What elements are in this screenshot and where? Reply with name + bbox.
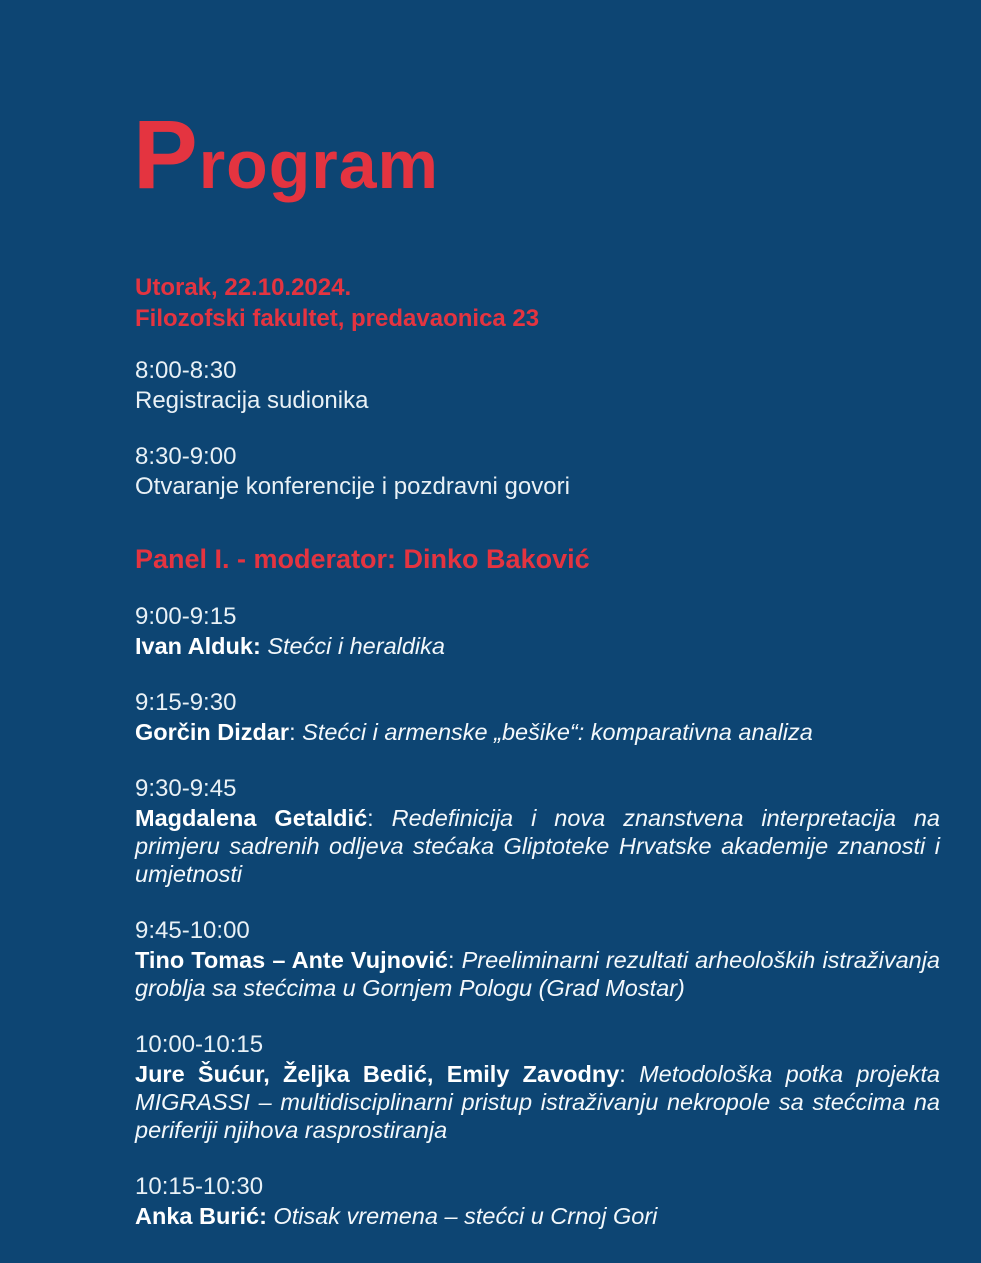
talk-row xyxy=(135,602,940,660)
talk-separator: : xyxy=(447,947,455,973)
talk-separator: : xyxy=(619,1061,626,1087)
talk-title: Otisak vremena – stećci u Crnoj Gori xyxy=(273,1203,658,1229)
session-time: 8:30-9:00 xyxy=(135,443,237,470)
talk-row xyxy=(135,916,940,1002)
page-title-rest: rogram xyxy=(198,127,439,203)
general-sessions-list xyxy=(135,356,940,528)
talk-title: Stećci i armenske „bešike“: komparativna analiza xyxy=(302,719,813,745)
talk-speakers: Anka Burić: xyxy=(135,1203,267,1229)
talk-row xyxy=(135,1172,940,1230)
page-title xyxy=(133,100,439,209)
talk-separator: : xyxy=(289,719,296,745)
talk-row xyxy=(135,774,940,888)
talks-list xyxy=(135,602,940,1258)
talk-speakers: Tino Tomas – Ante Vujnović xyxy=(135,947,448,973)
talk-time: 9:45-10:00 xyxy=(135,917,250,944)
talk-title: Stećci i heraldika xyxy=(267,633,445,659)
talk-speakers: Jure Šućur, Željka Bedić, Emily Zavodny xyxy=(135,1061,620,1087)
talk-entry xyxy=(135,946,940,1002)
talk-entry xyxy=(135,804,940,888)
talk-title: Preeliminarni rezultati arheoloških istraživanja groblja sa stećcima u Gornjem Pologu (Grad Mostar) xyxy=(135,947,940,1001)
talk-title: Metodološka potka projekta MIGRASSI – multidisciplinarni pristup istraživanju nekropole sa stećcima na periferiji njihova rasprostiranja xyxy=(135,1061,940,1143)
talk-entry xyxy=(135,1202,940,1230)
talk-time: 10:00-10:15 xyxy=(135,1031,264,1058)
talk-separator: : xyxy=(367,805,374,831)
event-date: Utorak, 22.10.2024. xyxy=(135,274,352,301)
talk-title: Redefinicija i nova znanstvena interpretacija na primjeru sadrenih odljeva stećaka Gliptoteke Hrvatske akademije znanosti i umjetnosti xyxy=(135,805,940,887)
talk-entry xyxy=(135,632,940,660)
talk-speakers: Ivan Alduk: xyxy=(135,633,261,659)
page-title-initial: P xyxy=(133,100,199,209)
event-date-venue xyxy=(135,272,539,334)
talk-speakers: Magdalena Getaldić xyxy=(135,805,368,831)
talk-row xyxy=(135,1030,940,1144)
session-time: 8:00-8:30 xyxy=(135,357,237,384)
session-title: Otvaranje konferencije i pozdravni govori xyxy=(135,473,570,500)
talk-entry xyxy=(135,718,940,746)
session-title: Registracija sudionika xyxy=(135,387,369,414)
talk-time: 9:30-9:45 xyxy=(135,775,237,802)
talk-speakers: Gorčin Dizdar xyxy=(135,719,290,745)
talk-time: 10:15-10:30 xyxy=(135,1173,264,1200)
talk-time: 9:15-9:30 xyxy=(135,689,237,716)
event-venue: Filozofski fakultet, predavaonica 23 xyxy=(135,305,540,332)
talk-entry xyxy=(135,1060,940,1144)
panel-heading: Panel I. - moderator: Dinko Baković xyxy=(135,544,590,574)
talk-time: 9:00-9:15 xyxy=(135,603,237,630)
session-row xyxy=(135,442,940,502)
session-row xyxy=(135,356,940,416)
talk-row xyxy=(135,688,940,746)
